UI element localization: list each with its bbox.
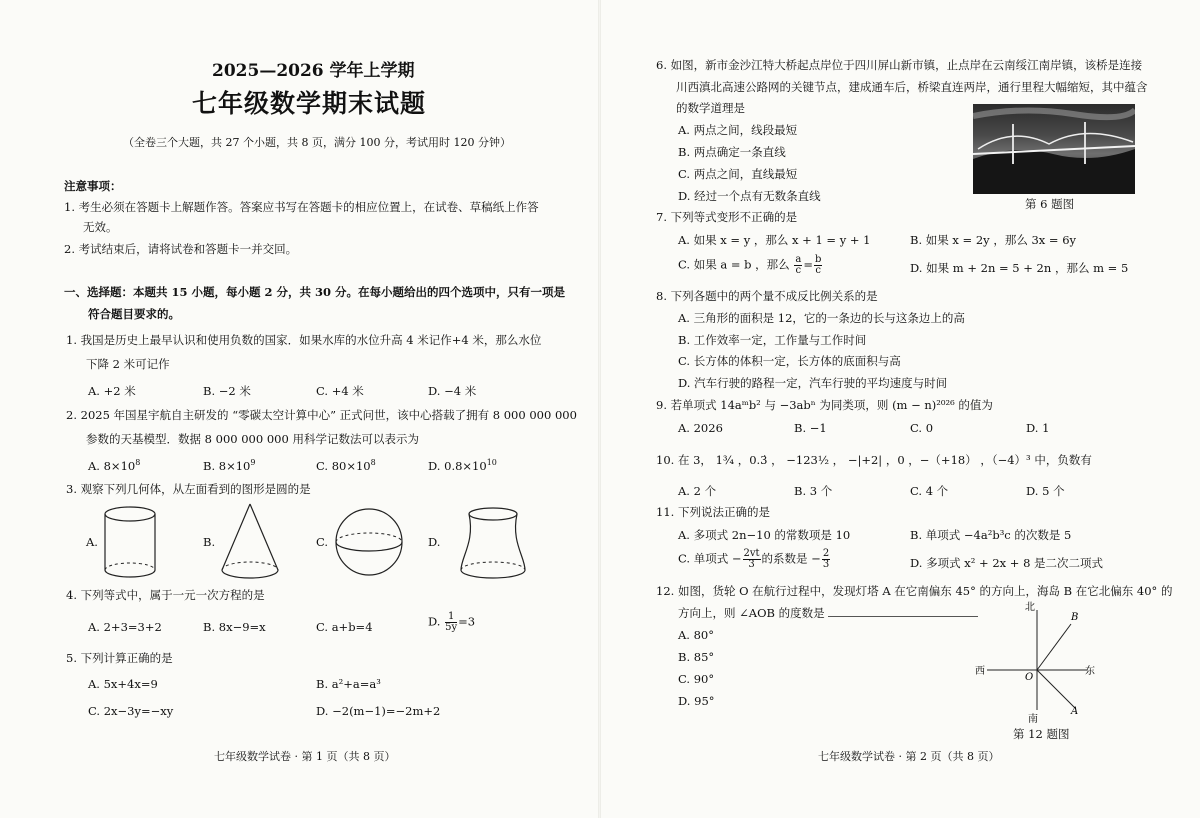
q5-option-b: B. a²+a=a³	[316, 677, 381, 691]
q4-option-c: C. a+b=4	[316, 620, 373, 634]
q12-text-2-content: 方向上，则 ∠AOB 的度数是	[678, 606, 825, 620]
q9-option-d: D. 1	[1026, 421, 1050, 435]
q1-option-c: C. +4 米	[316, 384, 364, 398]
q2-option-b-base: B. 8×10	[203, 458, 251, 473]
q7-option-c: C. 如果 a = b ，那么 $\frac{a}{c}$ = $\frac{b}{c}$	[678, 254, 822, 276]
compass-diagram	[975, 598, 1105, 726]
q6-text-2: 川西滇北高速公路网的关键节点，建成通车后，桥梁直连两岸，通行里程大幅缩短，其中蕴含	[676, 80, 1148, 94]
q11-option-c	[678, 549, 831, 570]
q3-cone-figure	[216, 500, 286, 582]
compass-north-label: 北	[1025, 602, 1035, 613]
q2-option-d-exp: 10	[486, 458, 497, 467]
compass-origin-label: O	[1025, 672, 1034, 683]
q1-option-a: A. +2 米	[88, 384, 136, 398]
q6-option-a: A. 两点之间，线段最短	[678, 123, 798, 137]
q9-text: 9. 若单项式 14aᵐb² 与 −3abⁿ 为同类项，则 (m − n)²⁰²⁶ 的值为	[656, 398, 993, 412]
q3-label-d: D.	[428, 535, 441, 549]
q2-option-c-base: C. 80×10	[316, 458, 371, 473]
q3-sphere-figure	[332, 505, 408, 581]
q7-c-num-b: b	[814, 254, 822, 265]
q4-option-d-fraction	[445, 612, 457, 633]
section-1-heading-2: 符合题目要求的。	[88, 307, 180, 321]
q12-text-1: 12. 如图，货轮 O 在航行过程中，发现灯塔 A 在它南偏东 45° 的方向上，海岛 B 在它北偏东 40° 的	[656, 584, 1173, 598]
q6-option-b: B. 两点确定一条直线	[678, 145, 786, 159]
q12-option-a: A. 80°	[678, 628, 714, 642]
q3-label-a: A.	[86, 535, 98, 549]
q12-text-2	[678, 606, 978, 621]
q3-label-c: C.	[316, 535, 329, 549]
q4-option-a: A. 2+3=3+2	[88, 620, 162, 634]
q12-option-d: D. 95°	[678, 694, 715, 708]
q6-option-c: C. 两点之间，直线最短	[678, 167, 798, 181]
q3-frustum-figure	[455, 502, 535, 582]
compass-south-label: 南	[1028, 714, 1038, 725]
q7-c-den-c2: c	[815, 265, 821, 276]
q2-text-2: 参数的天基模型．数据 8 000 000 000 用科学记数法可以表示为	[86, 432, 419, 446]
q4-option-d-denominator: 5y	[445, 622, 458, 633]
q3-cylinder-figure	[100, 500, 170, 580]
q2-option-d-base: D. 0.8×10	[428, 458, 487, 473]
q11-option-c-fraction-2	[822, 549, 830, 570]
q7-option-d: D. 如果 m + 2n = 5 + 2n ，那么 m = 5	[910, 261, 1129, 275]
q12-answer-blank	[828, 616, 978, 617]
q8-option-c: C. 长方体的体积一定，长方体的底面积与高	[678, 354, 901, 368]
q10-option-d: D. 5 个	[1026, 484, 1065, 498]
q11-c-den-1: 3	[748, 559, 755, 570]
q7-option-b: B. 如果 x = 2y ，那么 3x = 6y	[910, 233, 1077, 247]
exam-main-title: 七年级数学期末试题	[192, 89, 427, 118]
q2-option-a-exp: 8	[135, 458, 141, 467]
q1-text-2: 下降 2 米可记作	[86, 357, 170, 371]
notice-heading: 注意事项：	[64, 179, 122, 193]
q2-option-a	[88, 458, 140, 473]
compass-east-label: 东	[1085, 666, 1095, 677]
page-fold	[598, 0, 601, 818]
q11-option-d: D. 多项式 x² + 2x + 8 是二次二项式	[910, 556, 1104, 570]
q11-c-middle: 的系数是 −	[761, 551, 821, 566]
q6-text-3: 的数学道理是	[676, 101, 745, 115]
q11-option-c-fraction-1	[743, 549, 761, 570]
q6-caption: 第 6 题图	[1025, 197, 1075, 211]
q1-option-b: B. −2 米	[203, 384, 251, 398]
q9-option-c: C. 0	[910, 421, 934, 435]
q10-option-c: C. 4 个	[910, 484, 949, 498]
q11-c-num-1: 2vt	[743, 548, 760, 559]
q6-option-d: D. 经过一个点有无数条直线	[678, 189, 821, 203]
q1-option-d: D. −4 米	[428, 384, 477, 398]
q3-label-b: B.	[203, 535, 216, 549]
q2-option-c	[316, 458, 376, 473]
q7-option-c-left-fraction	[794, 255, 802, 276]
q7-option-c-label: C. 如果 a = b ，那么	[678, 257, 790, 272]
q5-option-c: C. 2x−3y=−xy	[88, 704, 174, 718]
q12-caption: 第 12 题图	[1013, 727, 1070, 741]
q11-option-c-label: C. 单项式 −	[678, 551, 742, 566]
page-2-footer: 七年级数学试卷 · 第 2 页（共 8 页）	[818, 750, 1000, 763]
q2-option-b-exp: 9	[250, 458, 256, 467]
exam-year-title: 2025—2026 学年上学期	[212, 61, 415, 81]
bridge-photo-drawing	[973, 104, 1135, 194]
q5-option-d: D. −2(m−1)=−2m+2	[316, 704, 441, 718]
q4-text: 4. 下列等式中，属于一元一次方程的是	[66, 588, 265, 602]
q7-text: 7. 下列等式变形不正确的是	[656, 210, 798, 224]
q5-text: 5. 下列计算正确的是	[66, 651, 173, 665]
page-1-footer: 七年级数学试卷 · 第 1 页（共 8 页）	[214, 750, 396, 763]
q5-option-a: A. 5x+4x=9	[88, 677, 158, 691]
q12-option-b: B. 85°	[678, 650, 715, 664]
bridge-photo	[973, 104, 1135, 194]
q7-option-c-right-fraction	[814, 255, 822, 276]
q4-option-d-numerator: 1	[445, 612, 457, 623]
q12-option-c: C. 90°	[678, 672, 715, 686]
q8-option-d: D. 汽车行驶的路程一定，汽车行驶的平均速度与时间	[678, 376, 948, 390]
compass-point-b-label: B	[1071, 612, 1079, 623]
q2-text-1: 2. 2025 年国星宇航自主研发的 “零碳太空计算中心” 正式问世，该中心搭载了拥有 8 000 000 000	[66, 408, 577, 422]
q11-option-a: A. 多项式 2n−10 的常数项是 10	[678, 528, 851, 542]
q11-c-num-2: 2	[822, 548, 830, 559]
q4-option-d-label: D.	[428, 614, 441, 629]
q9-option-a: A. 2026	[678, 421, 723, 435]
q2-option-c-exp: 8	[370, 458, 376, 467]
q9-option-b: B. −1	[794, 421, 827, 435]
q8-option-b: B. 工作效率一定，工作量与工作时间	[678, 333, 867, 347]
q10-option-a: A. 2 个	[678, 484, 717, 498]
q4-option-d-rhs: =3	[458, 614, 476, 629]
q10-text: 10. 在 3， 1¾ ，0.3̇ ， −123½ ， −|+2| ，0 ，−（+18） ，（−4）³ 中，负数有	[656, 453, 1092, 467]
q10-option-b: B. 3 个	[794, 484, 833, 498]
q7-c-num-a: a	[795, 254, 802, 265]
q2-option-d	[428, 458, 497, 473]
q2-option-a-base: A. 8×10	[88, 458, 136, 473]
q4-option-d	[428, 612, 475, 633]
q7-option-a: A. 如果 x = y ，那么 x + 1 = y + 1	[678, 233, 871, 247]
q8-option-a: A. 三角形的面积是 12，它的一条边的长与这条边上的高	[678, 311, 965, 325]
notice-1-line-2: 无效。	[83, 220, 118, 234]
compass-west-label: 西	[975, 666, 985, 677]
q11-text: 11. 下列说法正确的是	[656, 505, 770, 519]
q4-option-b: B. 8x−9=x	[203, 620, 266, 634]
q3-text: 3. 观察下列几何体，从左面看到的图形是圆的是	[66, 482, 311, 496]
compass-point-a-label: A	[1071, 706, 1079, 717]
section-1-heading: 一、选择题：本题共 15 小题，每小题 2 分，共 30 分。在每小题给出的四个选项中，只有一项是	[64, 285, 566, 299]
q7-c-den-c1: c	[795, 265, 802, 276]
q8-text: 8. 下列各题中的两个量不成反比例关系的是	[656, 289, 878, 303]
q11-option-b: B. 单项式 −4a²b³c 的次数是 5	[910, 528, 1072, 542]
q1-text-1: 1. 我国是历史上最早认识和使用负数的国家．如果水库的水位升高 4 米记作+4 米，那么水位	[66, 333, 542, 347]
q2-option-b	[203, 458, 255, 473]
q6-text-1: 6. 如图，新市金沙江特大桥起点岸位于四川屏山新市镇，止点岸在云南绥江南岸镇，该桥是连接	[656, 58, 1143, 72]
notice-1-line-1: 1. 考生必须在答题卡上解题作答。答案应书写在答题卡的相应位置上，在试卷、草稿纸上作答	[64, 200, 539, 214]
q11-c-den-2: 3	[822, 559, 830, 570]
notice-2: 2. 考试结束后，请将试卷和答题卡一并交回。	[64, 242, 298, 256]
exam-subtitle: （全卷三个大题，共 27 个小题，共 8 页，满分 100 分，考试用时 120 分钟）	[123, 136, 511, 149]
